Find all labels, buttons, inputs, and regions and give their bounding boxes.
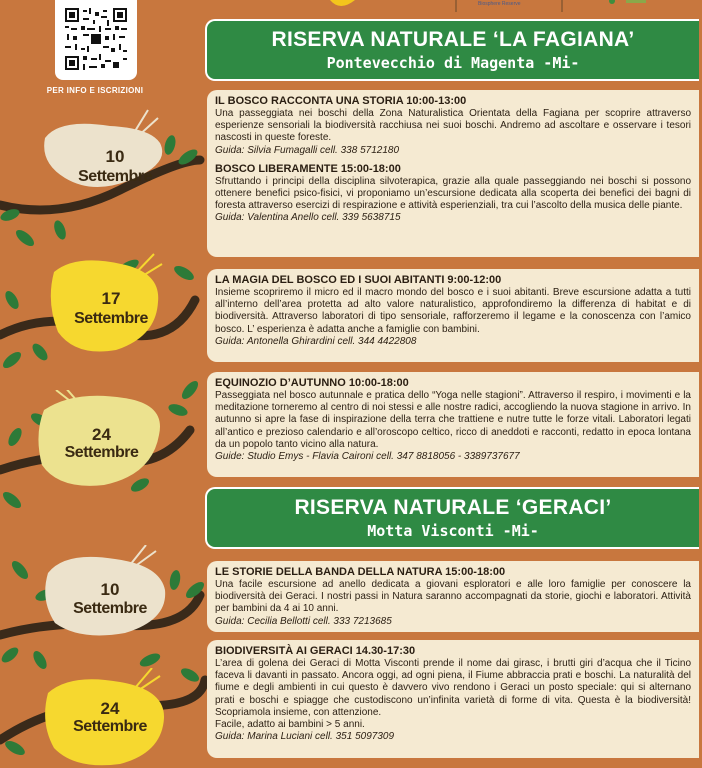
leaf-icon [179, 666, 201, 685]
leaf-icon [3, 738, 27, 758]
biosphere-logo-text: Biosphere Reserve [478, 1, 521, 7]
section-subtitle: Motta Visconti -Mi- [367, 522, 539, 540]
event-guide: Guida: Valentina Anello cell. 339 5638715 [215, 212, 401, 224]
event-card [207, 561, 699, 632]
leaf-icon [0, 645, 21, 666]
date-month: Settembre [73, 600, 147, 617]
event-guide: Guida: Silvia Fumagalli cell. 338 5712180 [215, 144, 399, 156]
event-guide: Guida: Marina Luciani cell. 351 5097309 [215, 731, 395, 743]
event-guide: Guide: Studio Emys - Flavia Caironi cell. 347 8818056 - 3389737677 [215, 451, 520, 463]
butterfly-date-4 [40, 545, 180, 640]
event-title: EQUINOZIO D’AUTUNNO 10:00-18:00 [215, 377, 409, 389]
section-header-fagiana [205, 19, 699, 81]
leaf-icon [6, 426, 25, 448]
event-description: Una passeggiata nei boschi della Zona Naturalistica Orientata della Fagiana per scoprire attraverso esperienze sensoriali la biodiversità racchiusa nei suoi boschi. Andremo ad ascoltare e osservare i tesori nascosti in queste foreste. [215, 108, 691, 144]
butterfly-date-3 [34, 390, 169, 490]
leaf-icon [138, 651, 162, 669]
date-day: 10 [105, 147, 125, 166]
leaf-icon [179, 378, 201, 401]
green-logo-text [626, 0, 646, 3]
date-day: 17 [101, 289, 121, 308]
date-month: Settembre [74, 310, 148, 327]
partner-logos-strip [330, 0, 702, 14]
event-guide: Guida: Antonella Ghirardini cell. 344 4422808 [215, 335, 417, 347]
event-title: IL BOSCO RACCONTA UNA STORIA 10:00-13:00 [215, 95, 467, 107]
event-card [207, 269, 699, 362]
event-title: BIODIVERSITÀ AI GERACI 14.30-17:30 [215, 645, 416, 657]
event-card [207, 640, 699, 758]
sun-logo-icon [330, 0, 355, 6]
leaf-icon [9, 558, 31, 581]
event-title: BOSCO LIBERAMENTE 15:00-18:00 [215, 162, 401, 175]
butterfly-date-2 [46, 252, 176, 357]
event-description: Sfruttando i principi della disciplina silvoterapica, grazie alla quale passeggiando nei boschi si possono ottenere benefici psico-fisici, vi proponiamo un’escursione dedicata alla scoperta dei benefici dei bagni di foresta attraverso esercizi di respirazione e attività esperienziali, tra cui l’ascolto della musica delle piante. [215, 175, 691, 212]
event-guide: Guida: Cecilia Bellotti cell. 333 7213685 [215, 615, 392, 627]
butterfly-date-5 [40, 668, 180, 768]
leaf-icon [167, 402, 189, 418]
section-header-geraci [205, 487, 699, 549]
event-description: L’area di golena dei Geraci di Motta Visconti prende il nome dai girasc, i brutti giri d’acqua che il Ticino faceva li davanti in passato. Ancora oggi, ad ogni piena, il Fiume abbraccia prati e boschi. La naturalità del fiume e degli ambienti in cui questo è davvero vivo rendono i Geraci un posto speciale: qui si alternano prati e boschi e spiagge che custodiscono un’infinita varietà di forme di vita. Questa è la biodiversità! Scopriamola insieme, con attenzione. [215, 658, 691, 718]
butterfly-date-1 [40, 108, 190, 198]
date-month: Settembre [73, 718, 147, 735]
qr-info-label: PER INFO E ISCRIZIONI [46, 86, 144, 95]
date-day: 10 [100, 580, 120, 599]
event-description: Insieme scopriremo il micro ed il macro mondo del bosco e i suoi abitanti. Breve escursione adatta a tutti all’interno dell’area protetta ad alto valore naturalistico, approfondiremo la differenza di habitat e di biodiversità. Attraverso laboratori di tipo sensoriale, rafforzeremo il legame e la conoscenza con l’amico bosco. L’ esperienza è adatta anche a famiglie con bambini. [215, 287, 691, 335]
event-card [207, 90, 699, 257]
section-subtitle: Pontevecchio di Magenta -Mi- [326, 54, 580, 72]
leaf-icon [0, 349, 23, 371]
leaf-icon [3, 289, 22, 311]
green-logo-icon [609, 0, 615, 4]
leaf-icon [0, 489, 23, 511]
leaf-icon [13, 227, 36, 249]
event-title: LA MAGIA DEL BOSCO ED I SUOI ABITANTI 9:00-12:00 [215, 274, 502, 286]
event-age-note: Facile, adatto ai bambini > 5 anni. [215, 719, 365, 731]
date-month: Settembre [64, 444, 139, 461]
event-title: LE STORIE DELLA BANDA DELLA NATURA 15:00-18:00 [215, 566, 506, 578]
leaf-icon [52, 219, 68, 241]
section-title: RISERVA NATURALE ‘LA FAGIANA’ [271, 28, 635, 51]
date-day: 24 [100, 699, 120, 718]
event-block [215, 163, 691, 225]
event-card [207, 372, 699, 477]
event-description: Passeggiata nel bosco autunnale e pratica dello “Yoga nelle stagioni”. Attraverso il respiro, i movimenti e la meditazione torneremo al centro di noi stessi e alle nostre radici, accogliendo la nuova stagione in arrivo. In autunno si apre la fase di inspirazione della terra che trattiene e nutre tutte le forze vitali. Laboratori legati all’antico e prezioso calendario e all’oroscopo celtico, ricco di aneddoti e racconti, redatto in epoca lontana da un popolo tanto vicino alla natura. [215, 390, 691, 450]
section-title: RISERVA NATURALE ‘GERACI’ [294, 496, 612, 519]
date-day: 24 [92, 425, 111, 444]
event-description: Una facile escursione ad anello dedicata a giovani esploratori e alle loro famiglie per conoscere la biodiversità dei Geraci. I nostri passi in Natura saranno accompagnati da storie, giochi e laboratori. Attività per bambini da 4 ai 10 anni. [215, 579, 691, 615]
date-month: Settembre [78, 168, 152, 185]
